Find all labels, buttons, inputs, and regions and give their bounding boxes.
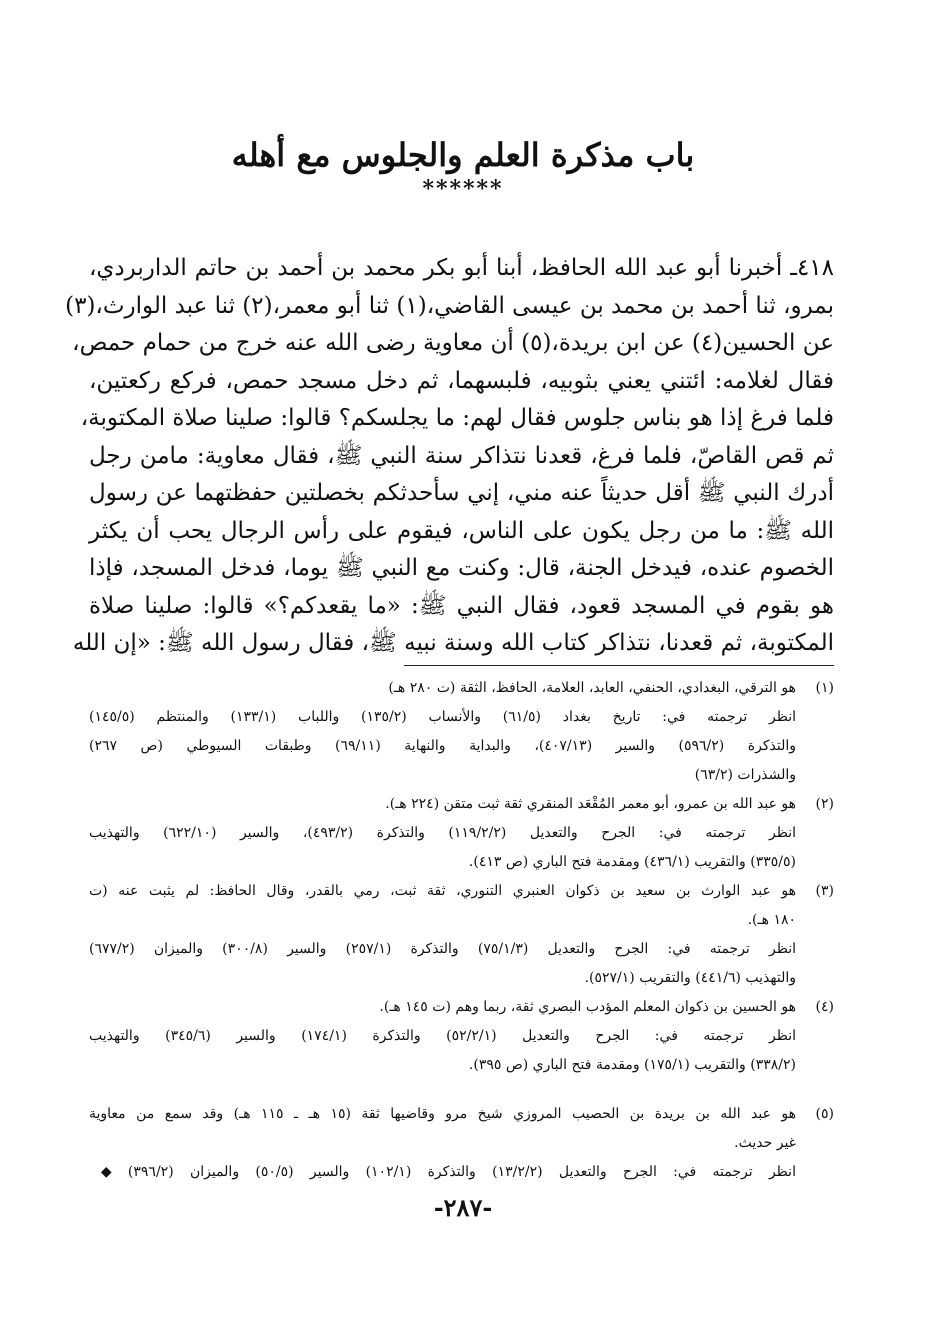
footnote-divider xyxy=(404,665,834,666)
footnote-line: والتهذيب (٤٤١/٦) والتقريب (٥٢٧/١). xyxy=(584,970,796,986)
footnote-number: (٢) xyxy=(815,796,834,812)
footnote-line: والتذكرة (٥٩٦/٢) والسير (٤٠٧/١٣)، والبداية والنهاية (٦٩/١١) وطبقات السيوطي (ص ٢٦٧) xyxy=(89,738,796,754)
footnote-line: انظر ترجمته في: الجرح والتعديل (١١٩/٢/٢) والتذكرة (٤٩٣/٢)، والسير (٦٢٢/١٠) والتهذيب xyxy=(89,825,797,841)
footnote-line: انظر ترجمته في: تاريخ بغداد (٦١/٥) والأنساب (١٣٥/٢) واللباب (١٣٣/١) والمنتظم (١٤٥/٥) xyxy=(89,709,796,725)
hadith-line: فلما فرغ إذا هو بناس جلوس فقال لهم: ما يجلسكم؟ قالوا: صلينا صلاة المكتوبة، xyxy=(80,405,834,431)
footnote-number: (١) xyxy=(815,680,834,696)
footnote-line: هو عبد الله بن عمرو، أبو معمر المُقْعَد المنقري ثقة ثبت متقن (٢٢٤ هـ). xyxy=(385,796,796,812)
footnote-line: انظر ترجمته في: الجرح والتعديل (٧٥/١/٣) والتذكرة (٢٥٧/١) والسير (٣٠٠/٨) والميزان (٦٧٧/٢) xyxy=(89,941,796,957)
footnote-line: (٣٣٨/٢) والتقريب (١٧٥/١) ومقدمة فتح الباري (ص ٣٩٥). xyxy=(468,1057,796,1073)
hadith-line: الله ﷺ: ما من رجل يكون على الناس، فيقوم على رأس الرجال يحب أن يكثر xyxy=(89,517,834,544)
footnote-line: (٣٣٥/٥) والتقريب (٤٣٦/١) ومقدمة فتح الباري (ص ٤١٣). xyxy=(468,854,796,870)
hadith-line: ٤١٨ـ أخبرنا أبو عبد الله الحافظ، أبنا أبو بكر محمد بن أحمد بن حاتم الداربردي، xyxy=(89,255,834,281)
footnote-line: انظر ترجمته في: الجرح والتعديل (١٣/٢/٢) والتذكرة (١٠٢/١) والسير (٥٠/٥) والميزان (٣٩٦/٢) ◆ xyxy=(89,1164,796,1180)
hadith-line: هو بقوم في المسجد قعود، فقال النبي ﷺ: «ما يقعدكم؟» قالوا: صلينا صلاة xyxy=(89,592,834,619)
hadith-line: المكتوبة، ثم قعدنا، نتذاكر كتاب الله وسنة نبيه ﷺ، فقال رسول الله ﷺ: «إن الله xyxy=(72,630,834,656)
footnote-line: هو عبد الله بن بريدة بن الحصيب المروزي شيخ مرو وقاضيها ثقة (١٥ هـ ـ ١١٥ هـ) وقد سمع من معاوية xyxy=(89,1106,796,1122)
footnote-line: والشذرات (٦٣/٢) xyxy=(694,767,796,783)
footnote-line: ١٨٠ هـ). xyxy=(747,912,796,928)
hadith-text xyxy=(65,250,834,663)
hadith-line: بمرو، ثنا أحمد بن محمد بن عيسى القاضي،(١) ثنا أبو معمر،(٢) ثنا عبد الوارث،(٣) xyxy=(65,292,834,319)
hadith-line: فقال لغلامه: ائتني يعني بثوبيه، فلبسهما، ثم دخل مسجد حمص، فركع ركعتين، xyxy=(89,367,834,394)
hadith-line: عن الحسين(٤) عن ابن بريدة،(٥) أن معاوية رضى الله عنه خرج من حمام حمص، xyxy=(72,330,834,356)
chapter-title: باب مذكرة العلم والجلوس مع أهله xyxy=(231,136,695,174)
footnote xyxy=(89,674,834,790)
footnote-number: (٣) xyxy=(815,883,834,899)
hadith-line: أدرك النبي ﷺ أقل حديثاً عنه مني، إني سأحدثكم بخصلتين حفظتهما عن رسول xyxy=(89,480,834,506)
footnote-line: هو عبد الوارث بن سعيد بن ذكوان العنبري التنوري، ثقة ثبت، رمي بالقدر، وقال الحافظ: لم يثبت عنه (ت xyxy=(89,883,796,899)
footnote xyxy=(89,790,834,877)
footnote-line: هو الترقي، البغدادي، الحنفي، العابد، العلامة، الحافظ، الثقة (ت ٢٨٠ هـ) xyxy=(388,680,796,696)
title-ornament: ****** xyxy=(422,176,504,202)
footnote-line: هو الحسين بن ذكوان المعلم المؤدب البصري ثقة، ربما وهم (ت ١٤٥ هـ). xyxy=(379,999,796,1015)
page-number: -٢٨٧- xyxy=(433,1193,493,1222)
footnote-number: (٤) xyxy=(815,999,834,1015)
footnote-line: انظر ترجمته في: الجرح والتعديل (٥٢/٢/١) والتذكرة (١٧٤/١) والسير (٣٤٥/٦) والتهذيب xyxy=(89,1028,796,1044)
footnote-number: (٥) xyxy=(815,1106,834,1122)
footnote xyxy=(89,993,834,1080)
footnote xyxy=(89,1100,834,1187)
hadith-line: ثم قص القاصّ، فلما فرغ، قعدنا نتذاكر سنة النبي ﷺ، فقال معاوية: مامن رجل xyxy=(89,442,834,469)
footnotes xyxy=(89,674,834,1187)
footnote-line: غير حديث. xyxy=(734,1135,796,1151)
footnote xyxy=(89,877,834,993)
hadith-line: الخصوم عنده، فيدخل الجنة، قال: وكنت مع النبي ﷺ يوما، فدخل المسجد، فإذا xyxy=(89,555,834,581)
